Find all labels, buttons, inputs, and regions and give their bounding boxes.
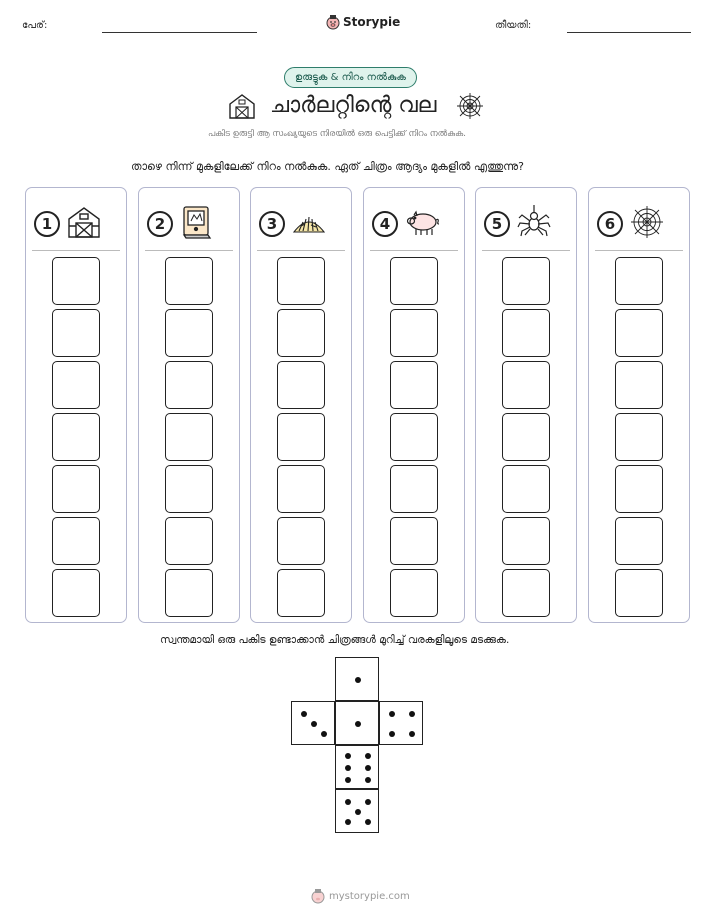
color-box[interactable] (277, 413, 325, 461)
color-box[interactable] (615, 569, 663, 617)
color-box[interactable] (165, 465, 213, 513)
color-box[interactable] (615, 413, 663, 461)
color-box[interactable] (165, 361, 213, 409)
die-pip (365, 777, 371, 783)
color-box[interactable] (390, 413, 438, 461)
color-box[interactable] (390, 361, 438, 409)
color-box[interactable] (52, 517, 100, 565)
color-box[interactable] (52, 257, 100, 305)
column-divider (145, 250, 233, 251)
die-pip (389, 731, 395, 737)
die-pip (311, 721, 317, 727)
die-pip (345, 753, 351, 759)
die-pip (355, 677, 361, 683)
color-box[interactable] (615, 361, 663, 409)
column-header (259, 204, 327, 244)
column-2 (138, 187, 240, 623)
column-header (34, 204, 102, 244)
color-box[interactable] (615, 465, 663, 513)
color-box[interactable] (277, 309, 325, 357)
color-box[interactable] (165, 257, 213, 305)
footer-url[interactable]: mystorypie.com (329, 890, 410, 902)
color-box[interactable] (165, 569, 213, 617)
color-box[interactable] (165, 413, 213, 461)
die-face-4 (379, 701, 423, 745)
color-box[interactable] (52, 413, 100, 461)
column-divider (370, 250, 458, 251)
subtitle: പകിട ഉരുട്ടി ആ സംഖ്യയുടെ നിരയിൽ ഒരു പെട്ടിക്ക് നിറം നൽകുക. (208, 129, 466, 139)
pig-mascot-icon (326, 14, 340, 30)
die-pip (365, 765, 371, 771)
die-pip (355, 721, 361, 727)
column-6 (588, 187, 690, 623)
color-box[interactable] (615, 257, 663, 305)
die-pip (355, 809, 361, 815)
die-pip (365, 799, 371, 805)
color-box[interactable] (52, 361, 100, 409)
color-box[interactable] (277, 517, 325, 565)
spider-web-icon (629, 204, 665, 244)
activity-badge: ഉരുട്ടുക & നിറം നൽകുക (284, 67, 417, 88)
column-header (372, 204, 442, 244)
barn-icon (66, 204, 102, 244)
column-divider (32, 250, 120, 251)
column-header (147, 204, 215, 244)
die-pip (345, 799, 351, 805)
column-divider (482, 250, 570, 251)
die-face-1 (335, 657, 379, 701)
spider-icon (516, 204, 552, 244)
die-pip (409, 711, 415, 717)
column-number: 6 (597, 211, 623, 237)
color-box[interactable] (390, 309, 438, 357)
color-box[interactable] (502, 257, 550, 305)
column-number: 5 (484, 211, 510, 237)
die-pip (301, 711, 307, 717)
brand-name: Storypie (343, 15, 401, 29)
column-number: 1 (34, 211, 60, 237)
color-box[interactable] (502, 569, 550, 617)
spider-web-icon (456, 92, 484, 124)
color-box[interactable] (502, 309, 550, 357)
column-number: 3 (259, 211, 285, 237)
column-5 (475, 187, 577, 623)
column-divider (595, 250, 683, 251)
color-box[interactable] (502, 413, 550, 461)
column-header (484, 204, 552, 244)
color-box[interactable] (615, 309, 663, 357)
barn-icon (228, 92, 256, 124)
color-box[interactable] (277, 569, 325, 617)
storybook-icon (179, 204, 215, 244)
column-header (597, 204, 665, 244)
color-box[interactable] (165, 309, 213, 357)
die-pip (345, 765, 351, 771)
die-pip (365, 753, 371, 759)
column-number: 2 (147, 211, 173, 237)
color-box[interactable] (390, 569, 438, 617)
haystack-icon (291, 204, 327, 244)
footer (311, 888, 410, 904)
page-title: ചാർലറ്റിന്റെ വല (270, 93, 437, 118)
die-pip (345, 777, 351, 783)
die-pip (365, 819, 371, 825)
instruction: താഴെ നിന്ന് മുകളിലേക്ക് നിറം നൽകുക. ഏത് ചിത്രം ആദ്യം മുകളിൽ എത്തുന്നു? (131, 160, 524, 173)
brand-logo (326, 14, 400, 30)
color-box[interactable] (390, 257, 438, 305)
die-face-1 (335, 701, 379, 745)
color-box[interactable] (502, 517, 550, 565)
color-box[interactable] (502, 361, 550, 409)
color-box[interactable] (52, 309, 100, 357)
pig-mascot-icon (311, 888, 325, 904)
column-number: 4 (372, 211, 398, 237)
column-4 (363, 187, 465, 623)
die-face-6 (335, 745, 379, 789)
color-box[interactable] (277, 465, 325, 513)
column-divider (257, 250, 345, 251)
color-box[interactable] (277, 257, 325, 305)
color-box[interactable] (390, 465, 438, 513)
die-pip (345, 819, 351, 825)
color-box[interactable] (52, 569, 100, 617)
date-label: തീയതി: (495, 20, 532, 31)
die-face-3 (291, 701, 335, 745)
color-box[interactable] (502, 465, 550, 513)
die-pip (321, 731, 327, 737)
color-box[interactable] (52, 465, 100, 513)
color-box[interactable] (277, 361, 325, 409)
column-3 (250, 187, 352, 623)
pig-icon (404, 204, 442, 244)
color-box[interactable] (615, 517, 663, 565)
name-line[interactable] (102, 32, 257, 33)
die-face-5 (335, 789, 379, 833)
color-box[interactable] (165, 517, 213, 565)
die-instruction: സ്വന്തമായി ഒരു പകിട ഉണ്ടാക്കാൻ ചിത്രങ്ങൾ മുറിച്ച് വരകളിലൂടെ മടക്കുക. (160, 634, 510, 646)
color-box[interactable] (390, 517, 438, 565)
die-pip (409, 731, 415, 737)
column-1 (25, 187, 127, 623)
date-line[interactable] (567, 32, 691, 33)
name-label: പേര്: (22, 20, 48, 31)
die-pip (389, 711, 395, 717)
